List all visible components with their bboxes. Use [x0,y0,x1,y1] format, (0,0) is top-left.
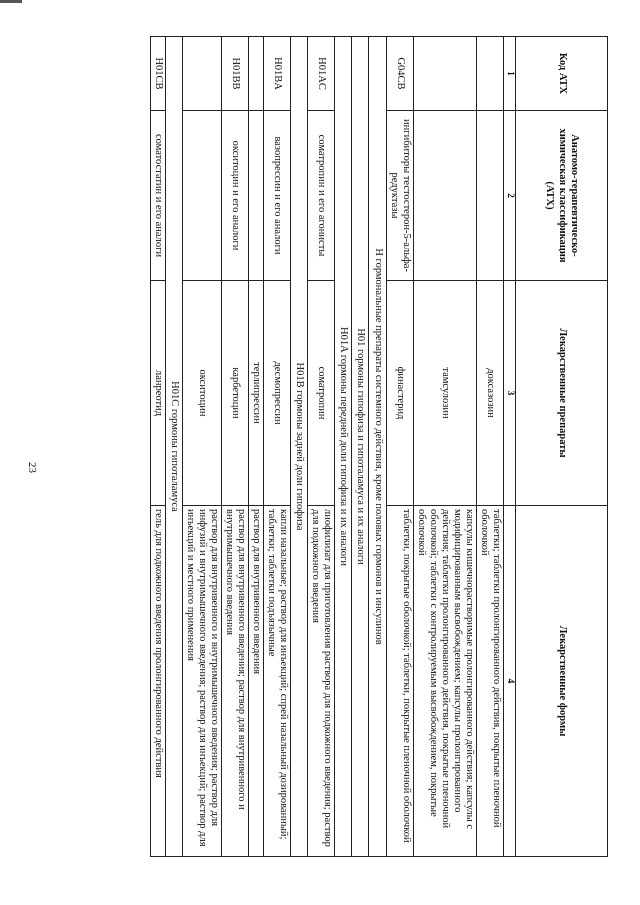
header-drugs: Лекарственные препараты [516,281,608,506]
drug-name: терлипрессин [248,281,263,506]
atc-classification [182,111,221,281]
table-row [248,37,263,857]
drug-name: соматропин [308,281,335,506]
table-body [150,37,504,857]
atc-code [413,37,476,111]
table-row [413,37,476,857]
atc-classification: ингибиторы тестостерон-5-альфа-редуктазы [386,111,413,281]
atc-code: G04CB [386,37,413,111]
section-heading: H01B гормоны задней доли гипофиза [291,37,308,857]
column-number: 2 [504,111,516,281]
atc-classification: соматостатин и его аналоги [150,111,165,281]
section-heading: H01 гормоны гипофиза и гипоталамуса и их аналоги [352,37,369,857]
column-number: 1 [504,37,516,111]
dosage-forms: раствор для внутривенного и внутримышечного введения; раствор для инфузий и внутримышечного введения; раствор для инъекций; раствор для инъекций и местного применения [182,506,221,857]
section-row [291,37,308,857]
table-row [221,37,248,857]
atc-code: H01CB [150,37,165,111]
rotated-page [150,36,608,856]
header-row [516,37,608,857]
atc-code: H01BB [221,37,248,111]
drug-name: ланреотид [150,281,165,506]
column-number: 4 [504,506,516,857]
dosage-forms: таблетки, покрытые оболочкой; таблетки, покрытые пленочной оболочкой [386,506,413,857]
section-row [335,37,352,857]
drug-name: окситоцин [182,281,221,506]
section-row [165,37,182,857]
column-number-row [504,37,516,857]
atc-classification [476,111,503,281]
column-number: 3 [504,281,516,506]
dosage-forms: гель для подкожного введения пролонгированного действия [150,506,165,857]
drug-name: карбетоцин [221,281,248,506]
atc-classification [413,111,476,281]
section-heading: H01C гормоны гипоталамуса [165,37,182,857]
section-heading: H гормональные препараты системного действия, кроме половых гормонов и инсулинов [369,37,386,857]
atc-classification [248,111,263,281]
atc-classification: соматропин и его агонисты [308,111,335,281]
atc-classification: окситоцин и его аналоги [221,111,248,281]
header-code: Код АТХ [516,37,608,111]
atc-code [248,37,263,111]
drug-name: доксазозин [476,281,503,506]
table-row [150,37,165,857]
section-row [369,37,386,857]
dosage-forms: таблетки; таблетки пролонгированного действия, покрытые пленочной оболочкой [476,506,503,857]
section-row [352,37,369,857]
scan-edge-mark [0,0,22,3]
atc-code [476,37,503,111]
drug-name: финастерид [386,281,413,506]
atc-code [182,37,221,111]
header-forms: Лекарственные формы [516,506,608,857]
dosage-forms: лиофилизат для приготовления раствора для подкожного введения; раствор для подкожного введения [308,506,335,857]
table-row [182,37,221,857]
section-heading: H01A гормоны передней доли гипофиза и их аналоги [335,37,352,857]
dosage-forms: капсулы кишечнорастворимые пролонгированного действия; капсулы с модифицированным высвобождением; капсулы пролонгированного действия; таблетки пролонгированного действия, покрытые пленочной оболочкой; таблетки с контролируемым высвобождением, покрытые оболочкой [413,506,476,857]
atc-code: H01BA [264,37,291,111]
dosage-forms: капли назальные; раствор для инъекций; спрей назальный дозированный; таблетки; таблетки подъязычные [264,506,291,857]
table-row [476,37,503,857]
table-row [386,37,413,857]
drug-name: тамсулозин [413,281,476,506]
table-row [264,37,291,857]
drug-name: десмопрессин [264,281,291,506]
header-classification: Анатомо-терапевтическо-химическая классификация (АТХ) [516,111,608,281]
page-number: 23 [26,462,38,473]
dosage-forms: раствор для внутривенного введения; раствор для внутривенного и внутримышечного введения [221,506,248,857]
atc-code: H01AC [308,37,335,111]
dosage-forms: раствор для внутривенного введения [248,506,263,857]
drug-table [150,36,608,857]
atc-classification: вазопрессин и его аналоги [264,111,291,281]
table-row [308,37,335,857]
